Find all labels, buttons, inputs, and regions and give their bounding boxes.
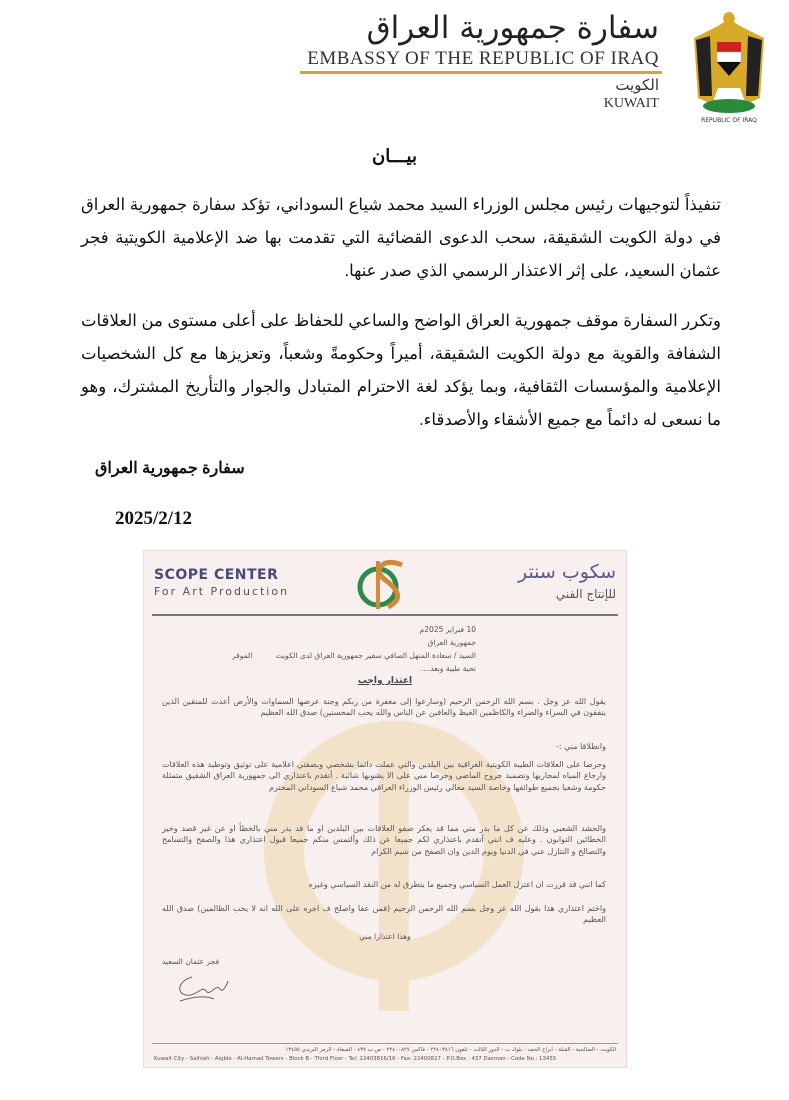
letter-body-6: واختم اعتذاري هذا بقول الله عز وجل بسم الله الرحمن الرحيم (فمن عفا واصلح ف اجره على الله انه لا يحب الظالمين) صدق الله العظيم — [162, 904, 606, 925]
letter-body-4: والحشد الشعبي وذلك عن كل ما بدر مني مما قد يعكر صفو العلاقات بين البلدين او ما قد بدر مني بالخطأ او عن غير قصد وخير الخطائين التوابون . وعليه ف انني أتقدم باعتذاري لكم جميعا عن ذلك وألتمس منكم جميعا قبول اعتذاري هذا والصفح والتسامح والتصالح و التنازل عني في الدنيا ويوم الدين وان الصفح من شيم الكرام — [162, 824, 606, 856]
statement-date: 2025/2/12 — [115, 508, 193, 529]
letter-greeting: تحية طيبة وبعد.... — [420, 664, 476, 673]
city-english: KUWAIT — [603, 96, 659, 111]
svg-text:REPUBLIC OF IRAQ: REPUBLIC OF IRAQ — [701, 117, 757, 124]
letterhead-tagline-en: For Art Production — [154, 585, 290, 598]
letter-signer: فجر عثمان السعيد — [162, 957, 220, 966]
letterhead-tagline-ar: للإنتاج الفني — [555, 587, 616, 601]
letter-footer-ar: الكويت - الصالحية - القبلة - ابراج الحمد - بلوك ب - الدور الثالث - تلفون ٢٢٤٠٣٨١٦ - فاكس ٢٢٤٠٠٨٢٧ - ص.ب ٤٣٧ - الصفاة - الرمز البريدي ١٣٤٥٥ — [285, 1047, 616, 1053]
letter-footer-en: Kuwait City - Salhiah - Aiqble - Al-Hamad Towers - Block B - Third Floor - Tel: 22403816/16 - Fax: 22400827 - P.O.Box : 437 Dasman - Code No.: 13455 — [154, 1056, 557, 1062]
iraq-emblem-logo — [688, 8, 770, 126]
apology-letter-image — [143, 550, 627, 1068]
statement-heading: بيـــان — [372, 146, 417, 166]
statement-signature: سفارة جمهورية العراق — [95, 460, 245, 477]
letter-recipient: السيد / سعادة المنهل الصافي سفير جمهورية العراق لدى الكويت — [275, 651, 476, 660]
statement-paragraph-2: وتكرر السفارة موقف جمهورية العراق الواضح والساعي للحفاظ على أعلى مستوى من العلاقات الشفافة والقوية مع دولة الكويت الشقيقة، أميراً وحكومةً وشعباً، وتعزيزها مع كل الشخصيات الإعلامية والمؤسسات الثقافية، وبما يؤكد لغة الاحترام المتبادل والجوار والتأريخ المشترك، وهو ما نسعى له دائماً مع جميع الأشقاء والأصدقاء. — [81, 312, 721, 429]
city-arabic: الكويت — [615, 76, 659, 94]
scope-center-logo — [344, 555, 424, 611]
letter-closing: وهذا اعتذارا مني — [359, 932, 411, 941]
letterhead-divider — [152, 614, 618, 616]
letter-honorific: الموقر — [232, 651, 253, 660]
statement-paragraph-1: تنفيذاً لتوجيهات رئيس مجلس الوزراء السيد محمد شياع السوداني، تؤكد سفارة جمهورية العراق في دولة الكويت الشقيقة، سحب الدعوى القضائية التي تقدمت بها ضد الإعلامية الكويتية فجر عثمان السعيد، على إثر الاعتذار الرسمي الذي صدر عنها. — [81, 196, 721, 280]
letterhead-name-ar: سكوب سنتر — [517, 561, 616, 583]
letter-body-5: كما انني قد قررت ان اعتزل العمل السياسي وجميع ما يتطرق له من النقد السياسي وغيره — [308, 880, 606, 889]
handwritten-signature — [172, 971, 232, 1007]
embassy-title-arabic: سفارة جمهورية العراق — [366, 10, 659, 46]
embassy-title-english: EMBASSY OF THE REPUBLIC OF IRAQ — [307, 48, 659, 69]
letter-body-2: وانطلاقا مني :- — [556, 742, 606, 751]
header-divider — [300, 71, 662, 74]
letterhead-name-en: SCOPE CENTER — [154, 567, 279, 583]
letter-body-1: يقول الله عز وجل . بسم الله الرحمن الرحيم (وسارعوا إلى مغفرة من ربكم وجنة عرضها السماوات والأرض أعدت للمتقين الذين ينفقون في السراء والضراء والكاظمين الغيظ والعافين عن الناس والله يحب المحسنين) صدق الله العظيم — [162, 697, 606, 718]
letter-recipient-country: جمهورية العراق — [427, 638, 476, 647]
letter-date: 10 فبراير 2025م — [419, 625, 476, 634]
letter-body-3: وحرصا على العلاقات الطيبة الكويتية العراقية بين البلدين والتي عملت دائما بشخصي وبصفتي اعلامية على توثيق وتوطيد هذه العلاقات وارجاع المياه لمجاريها وتضميد جروح الماضي وحرصا مني على الا يشوبها شائبة . أتقدم باعتذاري الى جمهورية العراق الشقيق متمثلة حكومة وشعبا بجميع طوائفها وخاصة السيد معالي رئيس الوزراء العراقي محمد شياع السوداني المحترم — [162, 760, 606, 792]
letter-footer-divider — [152, 1043, 618, 1044]
letter-subject: اعتذار واجب — [357, 676, 413, 686]
